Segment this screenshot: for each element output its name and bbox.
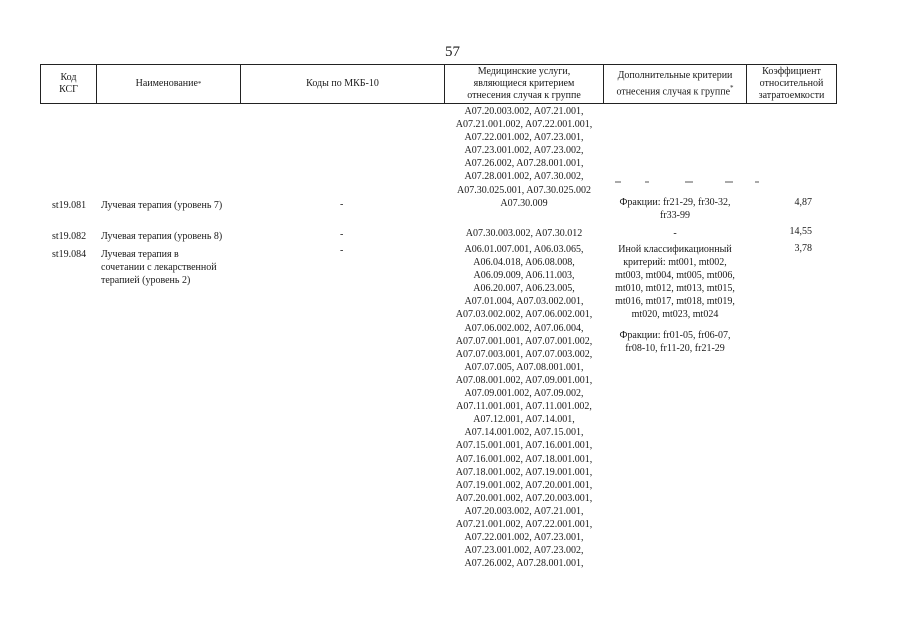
column-divider [836,64,837,104]
header-coef-label: Коэффициент относительной затратоемкости [758,66,825,101]
criteria-line: критерий: mt001, mt002, [623,257,727,269]
row-criteria [604,196,746,222]
scan-specks [615,180,785,184]
row-services [445,197,603,210]
row-criteria [604,243,746,322]
service-line: A07.07.005, A07.08.001.001, [464,361,584,373]
row-name [101,230,241,243]
service-line: A07.11.001.001, A07.11.001.002, [456,401,592,413]
service-line: A07.22.001.002, A07.23.001, [464,532,584,544]
service-line: A07.26.002, A07.28.001.001, [464,558,584,570]
criteria-line: Фракции: fr21-29, fr30-32, [619,197,731,208]
service-line: A07.14.001.002, A07.15.001, [464,427,584,439]
row-name [101,248,241,287]
criteria-line: Фракции: fr01-05, fr06-07, [619,330,731,341]
row-coef: 3,78 [794,243,812,254]
page-number: 57 [445,44,460,60]
service-line: A06.01.007.001, A06.03.065, [464,244,584,255]
row-name-line: Лучевая терапия (уровень 7) [101,200,223,211]
service-line: A07.26.002, A07.28.001.001, [464,158,584,170]
service-line: A07.06.002.002, A07.06.004, [464,322,584,334]
header-name-label: Наименование [135,78,198,89]
service-line: A07.30.025.001, A07.30.025.002 [457,184,591,196]
service-line: A07.21.001.002, A07.22.001.001, [455,518,593,530]
header-code [41,64,96,104]
criteria-line: mt016, mt017, mt018, mt019, [615,296,735,308]
criteria-line: Иной классификационный [618,244,732,255]
service-line: A07.23.001.002, A07.23.002, [464,545,584,557]
row-criteria [604,227,746,240]
service-line: A07.21.001.002, A07.22.001.001, [455,119,593,131]
row-mkb: - [340,229,344,240]
header-coef [747,64,836,104]
service-line: A07.19.001.002, A07.20.001.001, [455,479,593,491]
service-line: A07.23.001.002, A07.23.002, [464,145,584,157]
service-line: A07.20.003.002, A07.21.001, [464,106,584,117]
row-name [101,199,241,212]
service-line: A07.15.001.001, A07.16.001.001, [455,440,593,452]
header-services [445,64,603,104]
header-code-label: Код КСГ [59,72,78,95]
header-name-mark: * [197,80,202,88]
header-name [97,64,240,104]
service-line: A07.30.003.002, A07.30.012 [465,228,583,239]
row-services [445,243,603,570]
row-name-line: Лучевая терапия в [101,249,179,260]
service-line: A07.12.001, A07.14.001, [473,414,575,426]
criteria-line: - [673,228,677,239]
service-line: A07.30.009 [500,198,548,209]
header-criteria-label: Дополнительные критерии отнесения случая к группе [616,69,733,98]
service-line: A07.20.001.002, A07.20.003.001, [455,492,593,504]
header-mkb-label: Коды по МКБ-10 [306,78,379,89]
service-line: A07.16.001.002, A07.18.001.001, [455,453,593,465]
service-line: A06.20.007, A06.23.005, [473,283,575,295]
service-line: A07.09.001.002, A07.09.002, [464,388,584,400]
service-line: A07.18.001.002, A07.19.001.001, [455,466,593,478]
service-line: A07.07.001.001, A07.07.001.002, [455,335,593,347]
service-line: A07.07.003.001, A07.07.003.002, [455,348,593,360]
criteria-line: mt010, mt012, mt013, mt015, [615,283,735,295]
service-line: A06.04.018, A06.08.008, [473,257,575,269]
criteria-line: fr08-10, fr11-20, fr21-29 [625,343,725,355]
row-code: st19.081 [52,200,87,211]
service-line: A06.09.009, A06.11.003, [473,270,575,282]
criteria-line: mt020, mt023, mt024 [631,309,719,321]
row-coef: 4,87 [794,197,812,208]
service-line: A07.08.001.002, A07.09.001.001, [455,374,593,386]
criteria-line: mt003, mt004, mt005, mt006, [615,270,735,282]
row-code: st19.084 [52,249,87,260]
row-criteria-fractions [604,329,746,355]
row-name-line: терапией (уровень 2) [101,275,191,287]
header-services-label: Медицинские услуги, являющиеся критерием отнесения случая к группе [467,66,581,101]
service-line: A07.01.004, A07.03.002.001, [464,296,584,308]
row-code: st19.082 [52,231,87,242]
row-coef: 14,55 [789,226,812,237]
continuation-services [445,105,603,197]
service-line: A07.22.001.002, A07.23.001, [464,132,584,144]
service-line: A07.28.001.002, A07.30.002, [464,171,584,183]
header-mkb [241,64,444,104]
row-name-line: сочетании с лекарственной [101,262,217,274]
header-criteria-mark: * [730,83,734,92]
criteria-line: fr33-99 [660,210,690,222]
row-services [445,227,603,240]
service-line: A07.03.002.002, A07.06.002.001, [455,309,593,321]
row-mkb: - [340,199,344,210]
row-name-line: Лучевая терапия (уровень 8) [101,231,223,242]
header-criteria [604,64,746,104]
service-line: A07.20.003.002, A07.21.001, [464,505,584,517]
row-mkb: - [340,245,344,256]
